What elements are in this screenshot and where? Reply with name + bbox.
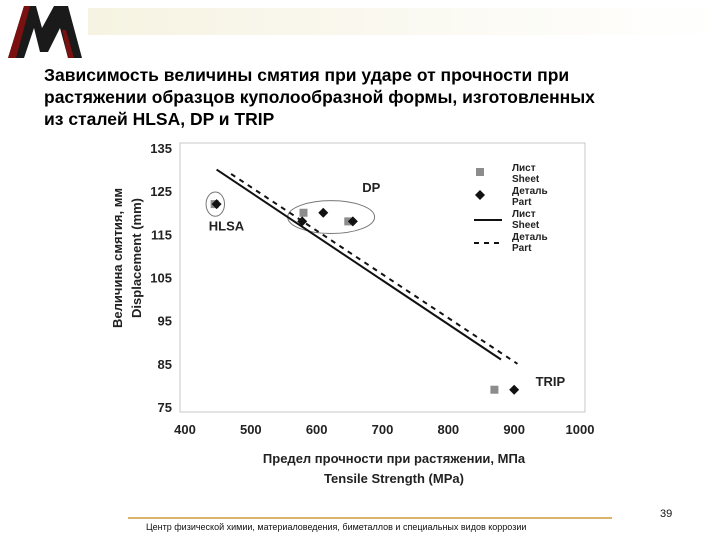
legend-label: Деталь [512,232,548,243]
x-axis-label-en: Tensile Strength (MPa) [324,471,464,486]
x-tick-label: 800 [437,422,460,437]
y-tick-label: 105 [150,270,172,286]
x-tick-label: 500 [239,422,262,437]
annotation-hlsa: HLSA [208,218,245,234]
x-tick-label: 1000 [565,422,595,437]
y-tick-label: 125 [150,184,172,200]
page-number: 39 [660,508,673,520]
x-tick-label: 600 [305,422,328,437]
legend-label: Лист [512,163,536,174]
footer-divider [128,517,612,519]
data-point-diamond [509,385,519,395]
legend-label-en: Sheet [512,174,540,185]
legend-swatch-diamond [475,190,485,200]
legend-label-en: Sheet [512,220,540,231]
y-axis-label-en: Displacement (mm) [129,198,144,318]
y-tick-label: 75 [157,400,172,415]
y-tick-label: 135 [150,141,172,156]
legend-swatch-square [476,168,484,176]
data-point-square [490,386,498,394]
x-tick-label: 900 [503,422,526,437]
y-tick-label: 95 [157,313,172,329]
series-line-solid [217,170,501,360]
legend-label-en: Part [512,243,532,254]
data-point-diamond [318,208,328,218]
x-axis-label: Предел прочности при растяжении, МПа [262,451,526,466]
footer-text: Центр физической химии, материаловедения, биметаллов и специальных видов коррозии [146,522,527,532]
y-tick-label: 115 [151,227,172,243]
y-axis-label: Величина смятия, мм [110,188,125,328]
slide-title: Зависимость величины смятия при ударе от прочности при растяжении образцов куполообразной формы, изготовленных из сталей HLSA, DP и TRIP [44,65,595,129]
legend-label: Деталь [512,186,548,197]
annotation-dp: DP [362,179,381,195]
annotation-trip: TRIP [535,374,566,390]
x-tick-label: 700 [371,422,394,437]
data-point-square [300,209,308,217]
group-ellipse-dp [288,201,375,234]
series-line-dashed [231,174,517,364]
legend-label-en: Part [512,197,532,208]
x-tick-label: 400 [174,422,196,437]
y-tick-label: 85 [157,356,172,372]
legend-label: Лист [512,209,536,220]
